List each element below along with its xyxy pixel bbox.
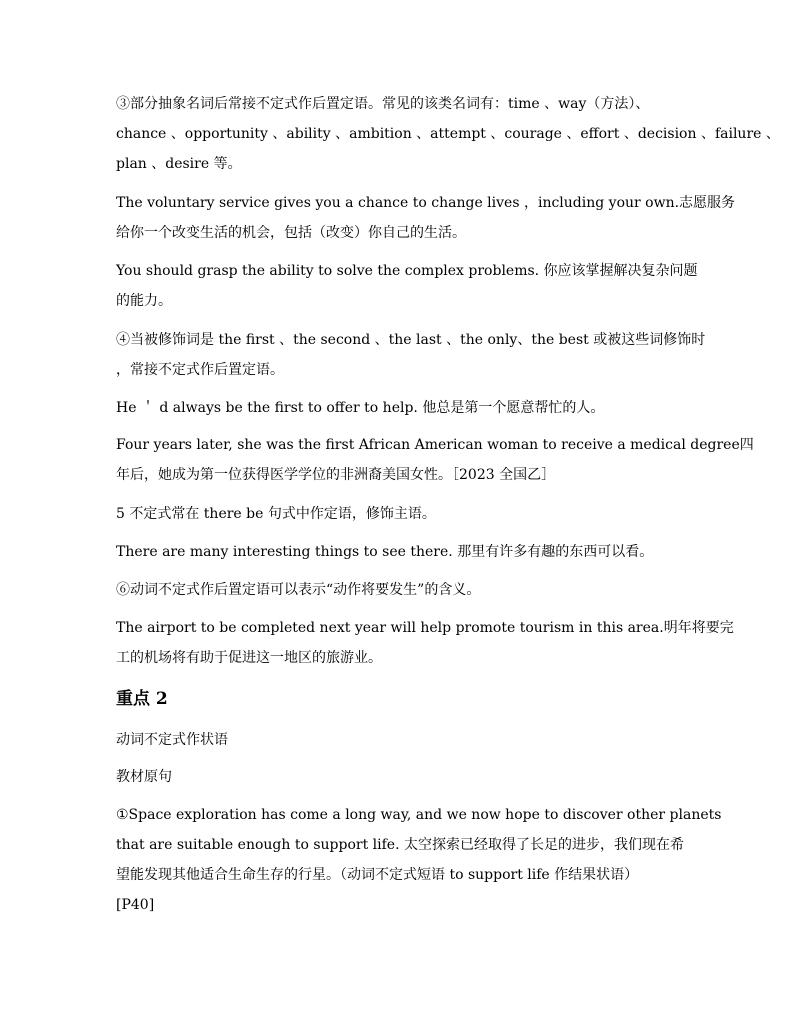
text-line: 教材原句 bbox=[116, 769, 172, 785]
text-line: ⑥动词不定式作后置定语可以表示“动作将要发生”的含义。 bbox=[116, 582, 481, 598]
text-line: that are suitable enough to support life. 太空探索已经取得了长足的进步，我们现在希 bbox=[116, 837, 684, 853]
text-line: 的能力。 bbox=[116, 293, 172, 309]
paragraph-future-action bbox=[116, 575, 684, 605]
text-line: ④当被修饰词是 the first 、the second 、the last 、the only、the best 或被这些词修饰时 bbox=[116, 332, 706, 348]
text-line: The voluntary service gives you a chance to change lives ，including your own.志愿服务 bbox=[116, 195, 736, 211]
text-line: Four years later, she was the first African American woman to receive a medical degree四 bbox=[116, 437, 754, 453]
text-line: 年后，她成为第一位获得医学学位的非洲裔美国女性。［2023 全国乙］ bbox=[116, 467, 556, 483]
text-line: 工的机场将有助于促进这一地区的旅游业。 bbox=[116, 650, 382, 666]
text-line: chance 、opportunity 、ability 、ambition 、attempt 、courage 、effort 、decision 、failure 、 bbox=[116, 126, 780, 142]
example-things-to-see bbox=[116, 537, 684, 567]
text-line: 5 不定式常在 there be 句式中作定语，修饰主语。 bbox=[116, 506, 436, 522]
text-line: [P40] bbox=[116, 897, 155, 913]
example-airport bbox=[116, 613, 734, 673]
text-line: 给你一个改变生活的机会，包括（改变）你自己的生活。 bbox=[116, 225, 466, 241]
section-heading-key-point-2: 重点 2 bbox=[116, 689, 168, 709]
example-grasp-ability bbox=[116, 256, 698, 316]
text-line: ③部分抽象名词后常接不定式作后置定语。常见的该类名词有：time 、way（方法）、 bbox=[116, 96, 650, 112]
subheading-textbook-sentence bbox=[116, 762, 684, 792]
paragraph-first-second-last bbox=[116, 325, 706, 385]
text-line: The airport to be completed next year will help promote tourism in this area.明年将要完 bbox=[116, 620, 734, 636]
text-line: You should grasp the ability to solve the complex problems. 你应该掌握解决复杂问题 bbox=[116, 263, 698, 279]
text-line: ①Space exploration has come a long way, and we now hope to discover other planets bbox=[116, 807, 722, 823]
text-line: There are many interesting things to see there. 那里有许多有趣的东西可以看。 bbox=[116, 544, 654, 560]
text-line: ，常接不定式作后置定语。 bbox=[116, 362, 284, 378]
text-line: 望能发现其他适合生命生存的行星。（动词不定式短语 to support life 作结果状语） bbox=[116, 867, 639, 883]
text-line: He ＇ d always be the first to offer to help. 他总是第一个愿意帮忙的人。 bbox=[116, 400, 605, 416]
paragraph-there-be bbox=[116, 499, 684, 529]
example-voluntary-service bbox=[116, 188, 736, 248]
example-space-exploration bbox=[116, 800, 722, 920]
example-medical-degree bbox=[116, 430, 754, 490]
text-line: 动词不定式作状语 bbox=[116, 732, 228, 748]
text-line: plan 、desire 等。 bbox=[116, 156, 242, 172]
example-first-to-offer bbox=[116, 393, 684, 423]
subheading-adverbial bbox=[116, 725, 684, 755]
paragraph-abstract-nouns bbox=[116, 89, 780, 179]
